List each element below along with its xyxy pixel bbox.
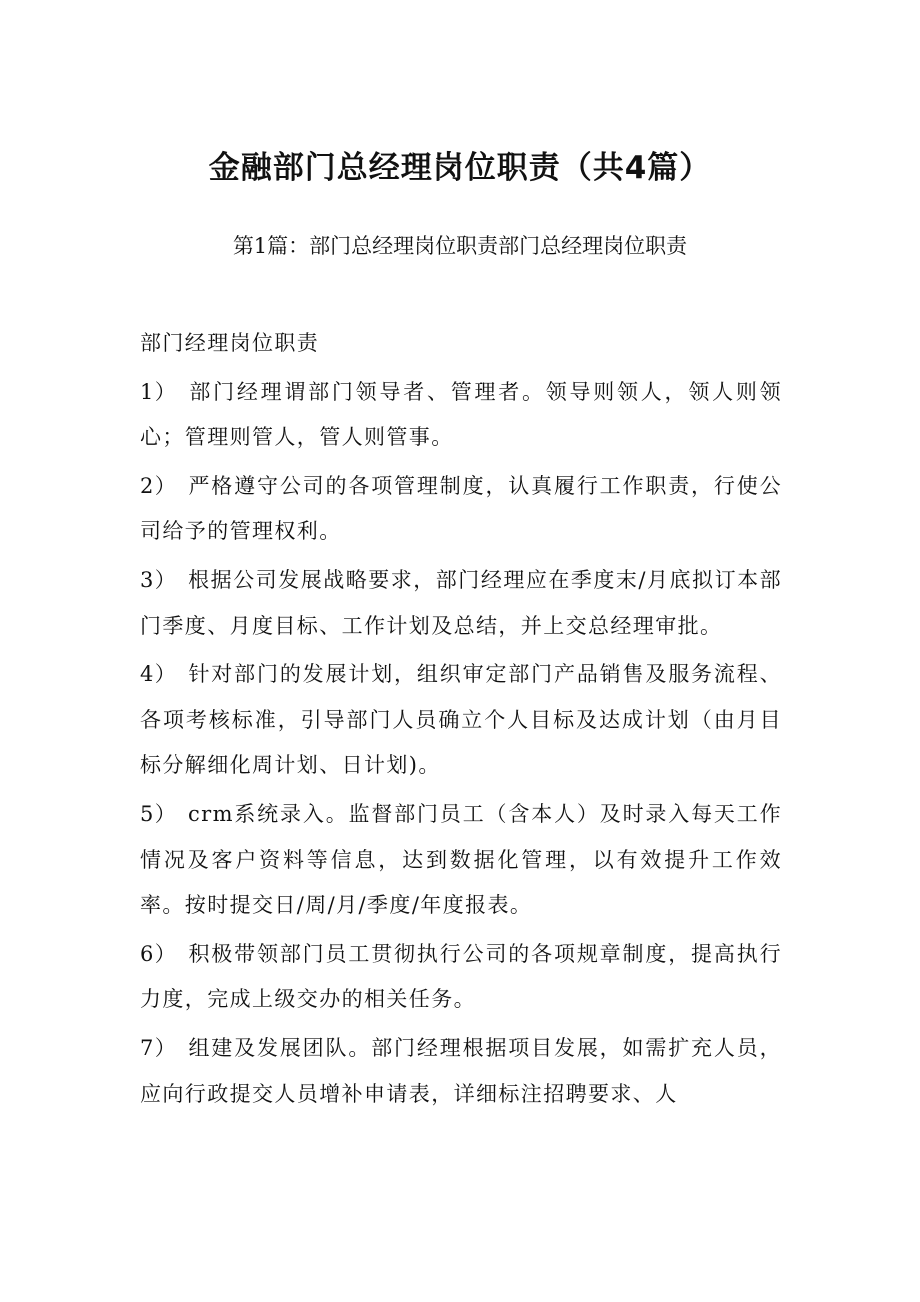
duty-item	[140, 932, 782, 1023]
document-title: 金融部门总经理岗位职责（共4篇）	[208, 150, 712, 186]
item-text: 严格遵守公司的各项管理制度，认真履行工作职责，行使公司给予的管理权利。	[140, 473, 782, 544]
duty-item	[140, 1026, 782, 1117]
chapter-subtitle: 第1篇：部门总经理岗位职责部门总经理岗位职责	[232, 234, 688, 258]
item-text: 积极带领部门员工贯彻执行公司的各项规章制度，提高执行力度，完成上级交办的相关任务。	[140, 941, 782, 1012]
duty-item	[140, 792, 782, 929]
item-number: 5）	[140, 801, 178, 826]
duty-item	[140, 558, 782, 649]
item-text: 组建及发展团队。部门经理根据项目发展，如需扩充人员，应向行政提交人员增补申请表，详细标注招聘要求、人	[140, 1035, 782, 1106]
duty-item	[140, 464, 782, 555]
duty-item	[140, 652, 782, 789]
item-number: 6）	[140, 941, 178, 966]
item-number: 1）	[140, 379, 178, 404]
item-number: 2）	[140, 473, 178, 498]
item-text: crm系统录入。监督部门员工（含本人）及时录入每天工作情况及客户资料等信息，达到数据化管理，以有效提升工作效率。按时提交日/周/月/季度/年度报表。	[140, 801, 782, 918]
item-number: 7）	[140, 1035, 178, 1060]
document-body	[140, 321, 782, 1120]
item-text: 针对部门的发展计划，组织审定部门产品销售及服务流程、各项考核标准，引导部门人员确立个人目标及达成计划（由月目标分解细化周计划、日计划)。	[140, 662, 782, 778]
item-text: 部门经理谓部门领导者、管理者。领导则领人，领人则领心；管理则管人，管人则管事。	[140, 379, 782, 450]
item-number: 3）	[140, 567, 178, 592]
section-heading: 部门经理岗位职责	[140, 331, 320, 355]
duty-item	[140, 370, 782, 461]
item-text: 根据公司发展战略要求，部门经理应在季度末/月底拟订本部门季度、月度目标、工作计划及总结，并上交总经理审批。	[140, 567, 782, 638]
item-number: 4）	[140, 662, 178, 687]
